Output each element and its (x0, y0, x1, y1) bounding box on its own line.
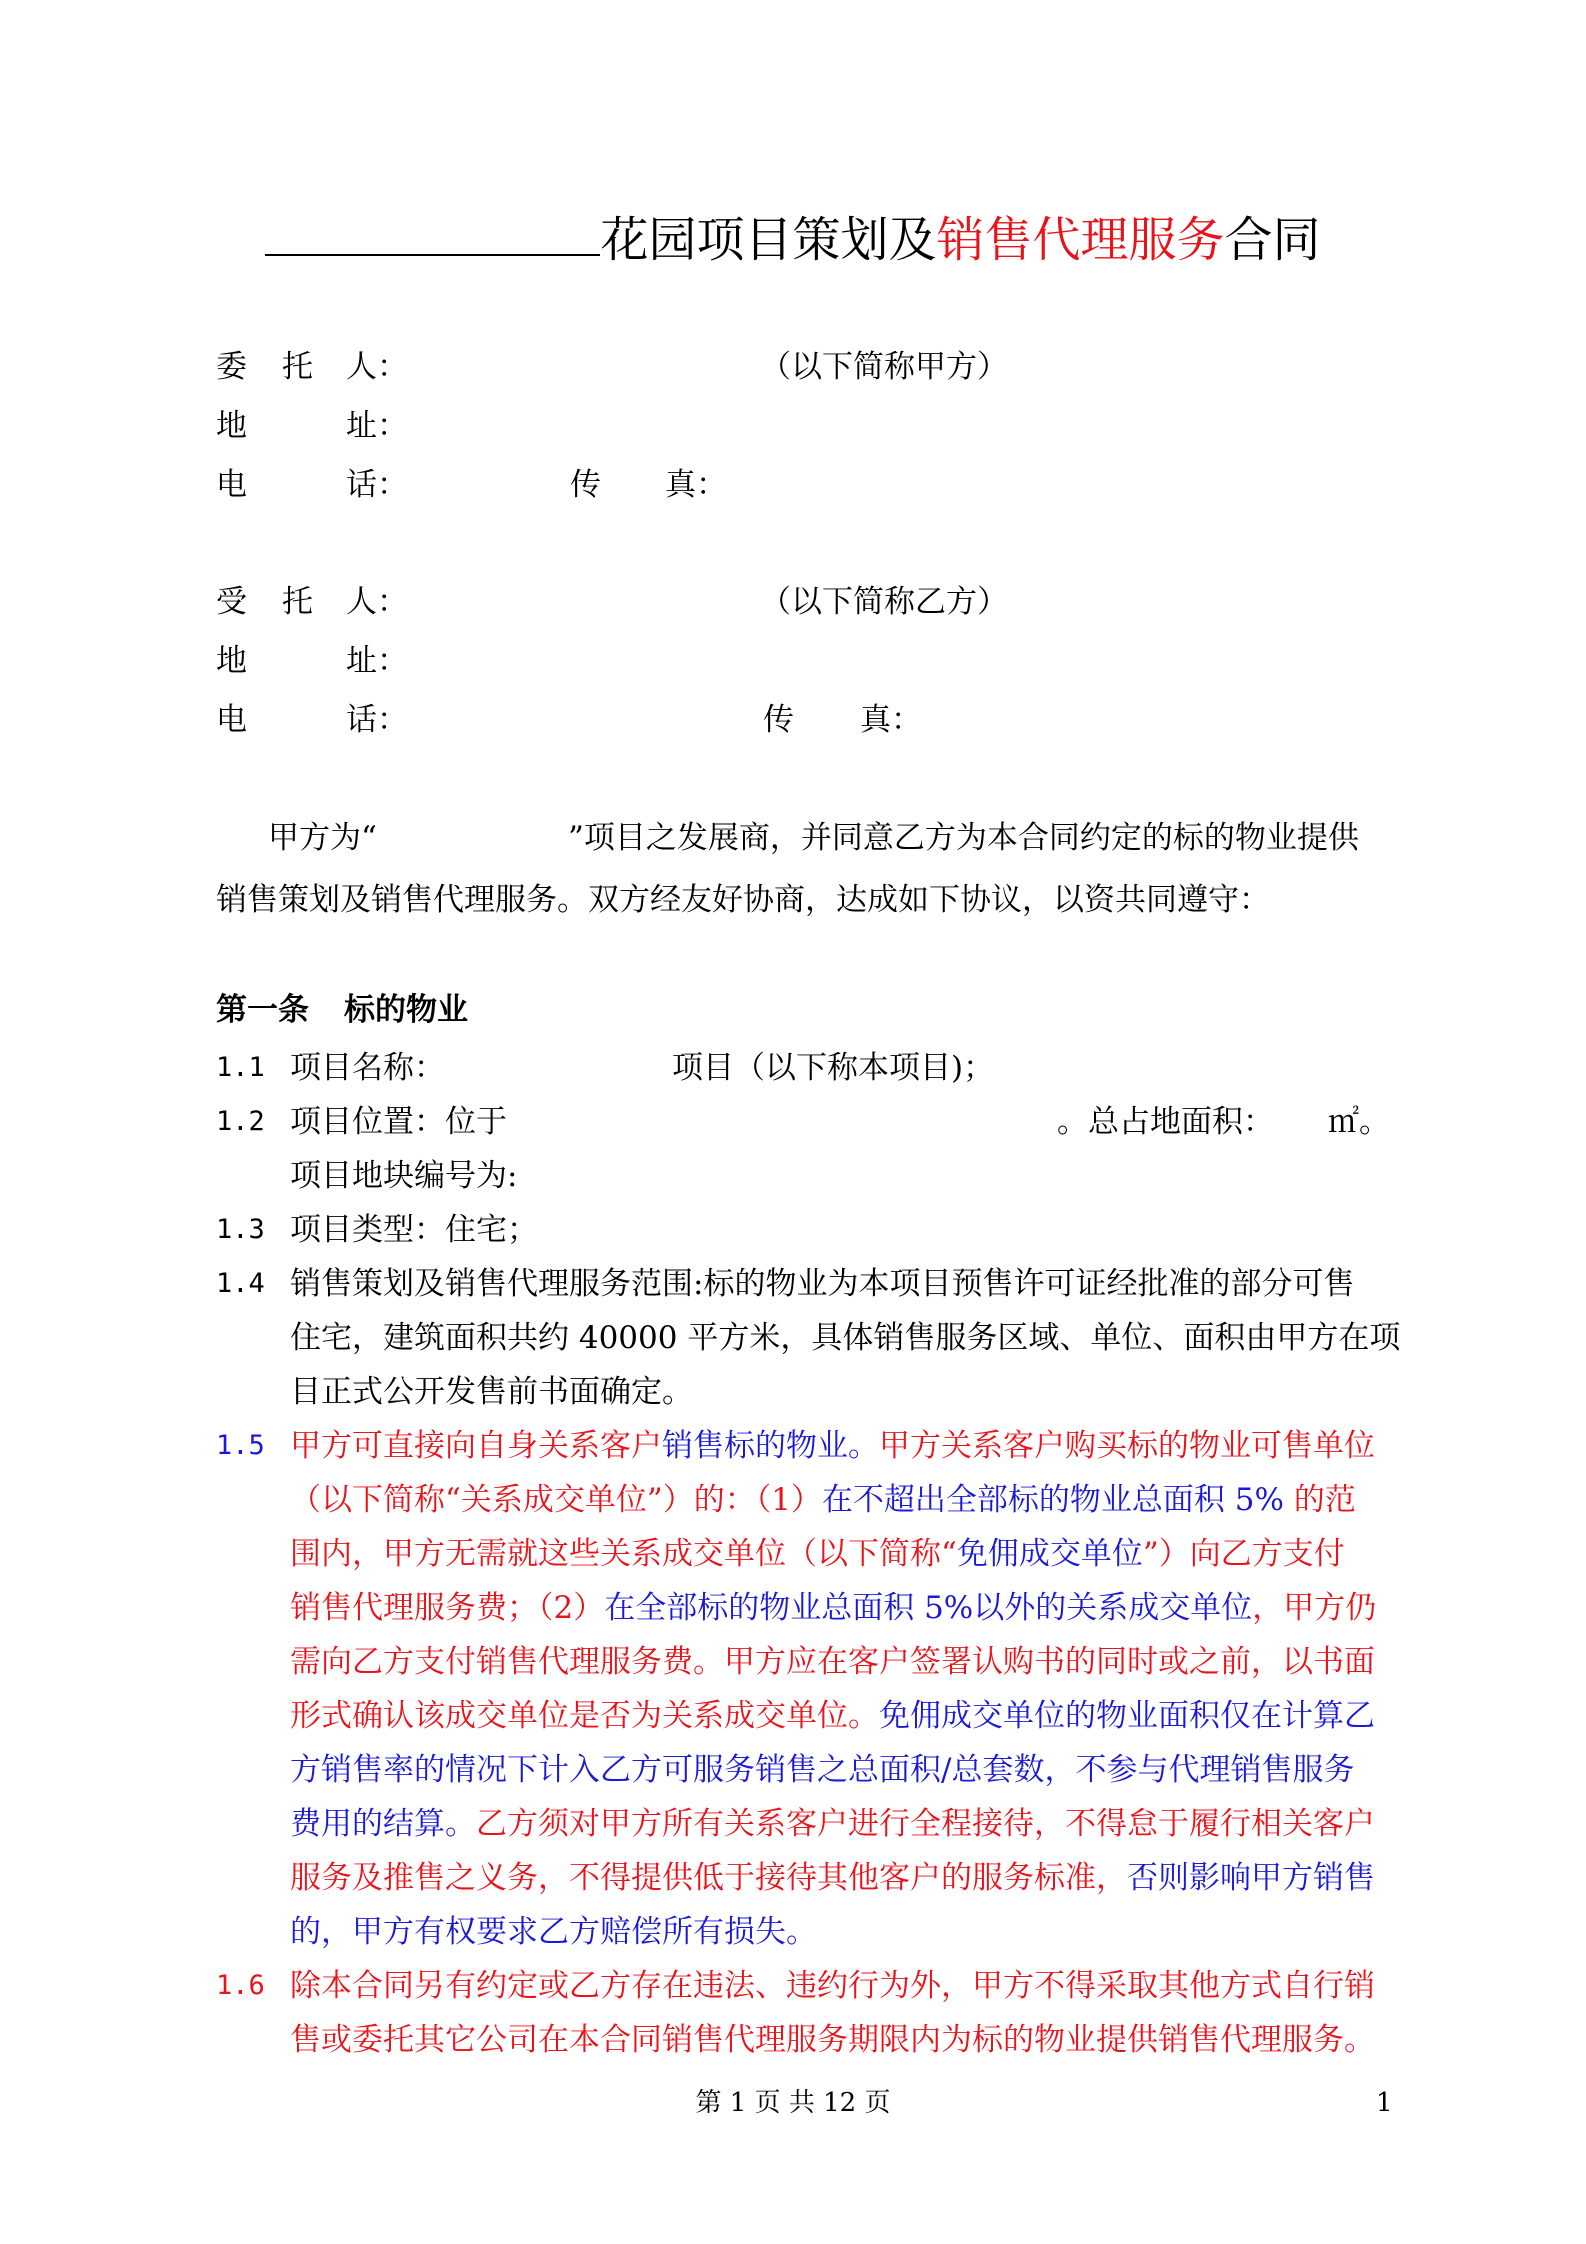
clause-1-5-line-3-red: 围内，甲方无需就这些关系成交单位（以下简称“ (290, 1536, 957, 1572)
party-b-label-1: 受 (216, 584, 247, 620)
title-part3: 合同 (1224, 212, 1321, 268)
clause-1-2-number: 1.2 (216, 1106, 265, 1137)
clause-1-5-line-7: 方销售率的情况下计入乙方可服务销售之总面积/总套数，不参与代理销售服务 (290, 1752, 1355, 1788)
document-title (0, 205, 1586, 275)
title-blank-line (265, 206, 600, 256)
clause-1-5-line-4-blue: 在全部标的物业总面积 5%以外的关系成交单位 (604, 1590, 1253, 1626)
clause-1-6-line-1: 除本合同另有约定或乙方存在违法、违约行为外，甲方不得采取其他方式自行销 (290, 1968, 1375, 2004)
clause-1-5-line-5: 需向乙方支付销售代理服务费。甲方应在客户签署认购书的同时或之前，以书面 (290, 1644, 1375, 1680)
clause-1-3-number: 1.3 (216, 1214, 265, 1245)
party-b-tel-2: 话： (346, 702, 408, 738)
party-a-label-2: 托 (282, 349, 313, 385)
party-b-fax-1: 传 (763, 702, 794, 738)
clause-1-5-line-3-red-2: ”）向乙方支付 (1142, 1536, 1345, 1572)
party-a-tel-1: 电 (216, 467, 247, 503)
intro-line-1a: 甲方为“ (268, 820, 377, 856)
clause-1-2-label: 项目位置：位于 (290, 1104, 507, 1140)
party-a-label-3: 人： (346, 349, 408, 385)
intro-line-2: 销售策划及销售代理服务。双方经友好协商，达成如下协议，以资共同遵守： (216, 882, 1270, 918)
clause-1-5-line-9 (290, 1858, 1375, 1898)
party-a-addr-1: 地 (216, 408, 247, 444)
clause-1-5-line-10: 的，甲方有权要求乙方赔偿所有损失。 (290, 1914, 817, 1950)
clause-1-5-line-9-blue: 否则影响甲方销售 (1127, 1860, 1375, 1896)
party-a-tel-2: 话： (346, 467, 408, 503)
clause-1-5-line-6-red: 形式确认该成交单位是否为关系成交单位。 (290, 1698, 879, 1734)
article-1-title: 标的物业 (344, 992, 468, 1028)
clause-1-5-line-4-red-2: ，甲方仍 (1252, 1590, 1377, 1626)
intro-line-1b: ”项目之发展商，并同意乙方为本合同约定的标的物业提供 (568, 820, 1359, 856)
clause-1-5-line-2-blue: 在不超出全部标的物业总面积 5% (821, 1482, 1284, 1518)
clause-1-5-line-1-red: 甲方可直接向自身关系客户 (290, 1428, 662, 1464)
page-number: 1 (1376, 2088, 1393, 2118)
clause-1-5-line-6-blue: 免佣成交单位的物业面积仅在计算乙 (879, 1698, 1375, 1734)
clause-1-6-number: 1.6 (216, 1970, 265, 2001)
clause-1-5-line-2-red: （以下简称“关系成交单位”）的：（1） (290, 1482, 822, 1518)
clause-1-5-line-6 (290, 1696, 1375, 1736)
clause-1-5-line-1-red-2: 甲方关系客户购买标的物业可售单位 (879, 1428, 1375, 1464)
clause-1-2-area-label: 。总占地面积： (1057, 1104, 1274, 1140)
party-a-fax-2: 真： (665, 467, 727, 503)
clause-1-5-line-4 (290, 1588, 1376, 1628)
party-a-note: （以下简称甲方） (760, 349, 1008, 385)
clause-1-5-line-1 (290, 1426, 1375, 1466)
clause-1-4-line-3: 目正式公开发售前书面确定。 (290, 1374, 693, 1410)
title-part1: 花园项目策划及 (600, 212, 937, 268)
clause-1-2-unit: ㎡。 (1328, 1104, 1390, 1140)
clause-1-1-label: 项目名称： (290, 1050, 445, 1086)
party-b-label-2: 托 (282, 584, 313, 620)
party-b-note: （以下简称乙方） (760, 584, 1008, 620)
clause-1-6-line-2: 售或委托其它公司在本合同销售代理服务期限内为标的物业提供销售代理服务。 (290, 2022, 1375, 2058)
clause-1-5-line-3-blue: 免佣成交单位 (956, 1536, 1143, 1572)
clause-1-1-number: 1.1 (216, 1052, 265, 1083)
clause-1-5-line-9-red: 服务及推售之义务，不得提供低于接待其他客户的服务标准， (290, 1860, 1127, 1896)
party-b-addr-1: 地 (216, 643, 247, 679)
party-b-addr-2: 址： (346, 643, 408, 679)
party-b-fax-2: 真： (860, 702, 922, 738)
clause-1-5-line-4-red: 销售代理服务费；（2） (290, 1590, 605, 1626)
title-part2: 销售代理服务 (936, 212, 1225, 268)
clause-1-5-line-8 (290, 1804, 1375, 1844)
clause-1-4-number: 1.4 (216, 1268, 265, 1299)
party-a-label-1: 委 (216, 349, 247, 385)
clause-1-1-text: 项目（以下称本项目)； (672, 1050, 995, 1086)
party-b-label-3: 人： (346, 584, 408, 620)
clause-1-5-line-8-red: 乙方须对甲方所有关系客户进行全程接待，不得怠于履行相关客户 (476, 1806, 1375, 1842)
clause-1-5-line-3 (290, 1534, 1345, 1574)
clause-1-5-line-2-red-2: 的范 (1283, 1482, 1356, 1518)
clause-1-5-line-1-blue: 销售标的物业。 (662, 1428, 879, 1464)
page-footer: 第 1 页 共 12 页 (695, 2088, 891, 2118)
party-a-addr-2: 址： (346, 408, 408, 444)
party-a-fax-1: 传 (570, 467, 601, 503)
clause-1-2-plot: 项目地块编号为: (290, 1158, 518, 1194)
article-1-number: 第一条 (216, 992, 309, 1028)
clause-1-4-line-2: 住宅，建筑面积共约 40000 平方米，具体销售服务区域、单位、面积由甲方在项 (290, 1320, 1401, 1356)
clause-1-5-line-8-blue: 费用的结算。 (290, 1806, 476, 1842)
party-b-tel-1: 电 (216, 702, 247, 738)
clause-1-5-number: 1.5 (216, 1430, 265, 1461)
clause-1-4-line-1: 销售策划及销售代理服务范围:标的物业为本项目预售许可证经批准的部分可售 (290, 1266, 1355, 1302)
clause-1-5-line-2 (290, 1480, 1356, 1520)
clause-1-3-text: 项目类型：住宅； (290, 1212, 538, 1248)
